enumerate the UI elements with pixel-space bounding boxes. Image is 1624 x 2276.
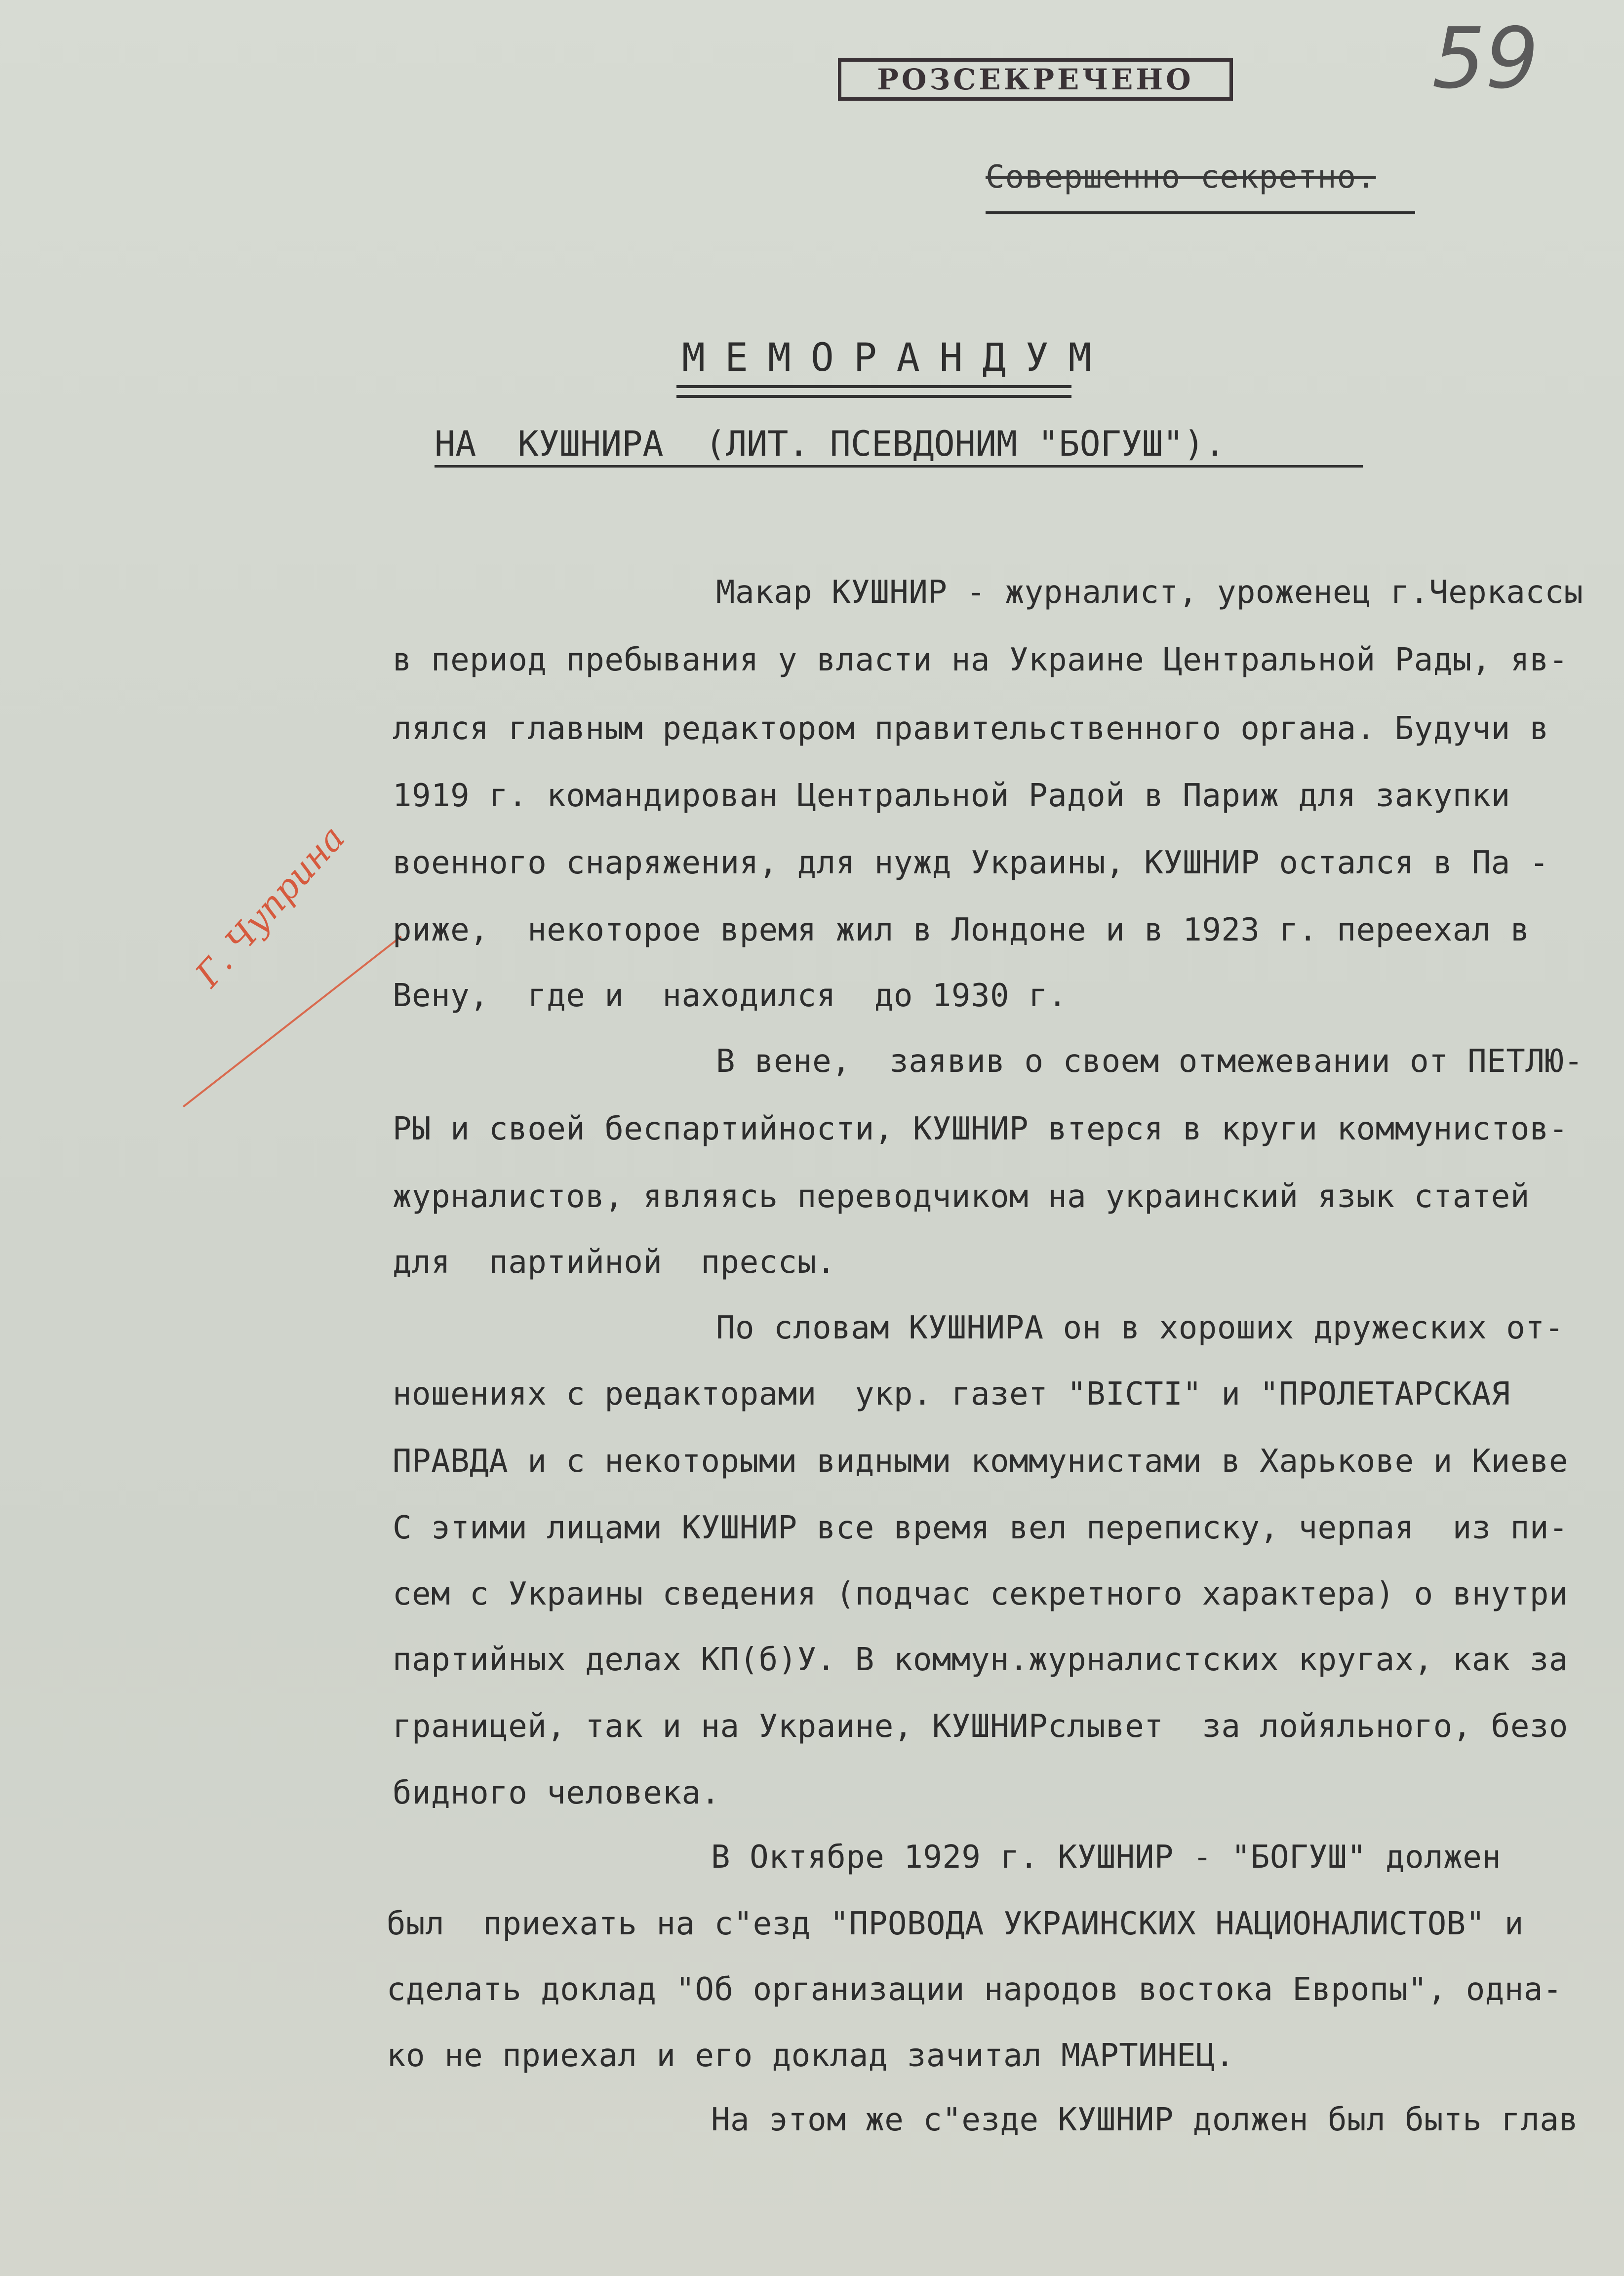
title-underline-2: [676, 395, 1071, 398]
body-line: В вене, заявив о своем отмежевании от ПЕТЛЮ-: [716, 1043, 1584, 1080]
body-line: В Октябре 1929 г. КУШНИР - "БОГУШ" должен: [711, 1839, 1502, 1876]
body-line: По словам КУШНИРА он в хороших дружеских от-: [716, 1310, 1564, 1346]
body-line: ПРАВДА и с некоторыми видными коммунистами в Харькове и Киеве: [393, 1443, 1568, 1480]
body-line: сем с Украины сведения (подчас секретного характера) о внутри: [393, 1576, 1568, 1612]
body-line: На этом же с"езде КУШНИР должен был быть глав: [711, 2102, 1579, 2138]
body-line: военного снаряжения, для нужд Украины, КУШНИР остался в Па -: [393, 845, 1549, 881]
body-line: был приехать на с"езд "ПРОВОДА УКРАИНСКИХ НАЦИОНАЛИСТОВ" и: [387, 1906, 1524, 1942]
body-line: лялся главным редактором правительственного органа. Будучи в: [393, 710, 1549, 747]
body-line: журналистов, являясь переводчиком на украинский язык статей: [393, 1178, 1530, 1215]
body-line: ко не приехал и его доклад зачитал МАРТИНЕЦ.: [387, 2038, 1235, 2074]
body-line: С этими лицами КУШНИР все время вел переписку, черпая из пи-: [393, 1510, 1568, 1546]
body-line: 1919 г. командирован Центральной Радой в Париж для закупки: [393, 778, 1510, 814]
body-line: границей, так и на Украине, КУШНИРслывет за лойяльного, безо: [393, 1708, 1568, 1745]
declassified-stamp: РОЗСЕКРЕЧЕНО: [838, 58, 1233, 101]
document-title: МЕМОРАНДУМ: [682, 336, 1111, 380]
body-line: бидного человека.: [393, 1775, 720, 1811]
title-underline-1: [676, 385, 1071, 388]
body-line: для партийной прессы.: [393, 1244, 836, 1281]
body-line: ношениях с редакторами укр. газет "ВІСТІ" и "ПРОЛЕТАРСКАЯ: [393, 1376, 1510, 1413]
body-line: Макар КУШНИР - журналист, уроженец г.Черкассы: [716, 574, 1584, 611]
classification-underline: [986, 211, 1415, 214]
body-line: РЫ и своей беспартийности, КУШНИР втерся в круги коммунистов-: [393, 1111, 1568, 1147]
document-subtitle: НА КУШНИРА (ЛИТ. ПСЕВДОНИМ "БОГУШ").: [435, 424, 1226, 464]
body-line: сделать доклад "Об организации народов востока Европы", одна-: [387, 1971, 1562, 2008]
folio-number: 59: [1432, 10, 1539, 108]
subtitle-underline: [435, 465, 1363, 468]
handwritten-margin-note: Г. Чуприна: [188, 818, 353, 995]
body-line: риже, некоторое время жил в Лондоне и в 1923 г. переехал в: [393, 912, 1530, 948]
classification-mark: Совершенно секретно.: [986, 159, 1376, 196]
body-line: в период пребывания у власти на Украине Центральной Рады, яв-: [393, 642, 1568, 678]
body-line: партийных делах КП(б)У. В коммун.журналистских кругах, как за: [393, 1642, 1568, 1678]
body-line: Вену, где и находился до 1930 г.: [393, 978, 1068, 1014]
